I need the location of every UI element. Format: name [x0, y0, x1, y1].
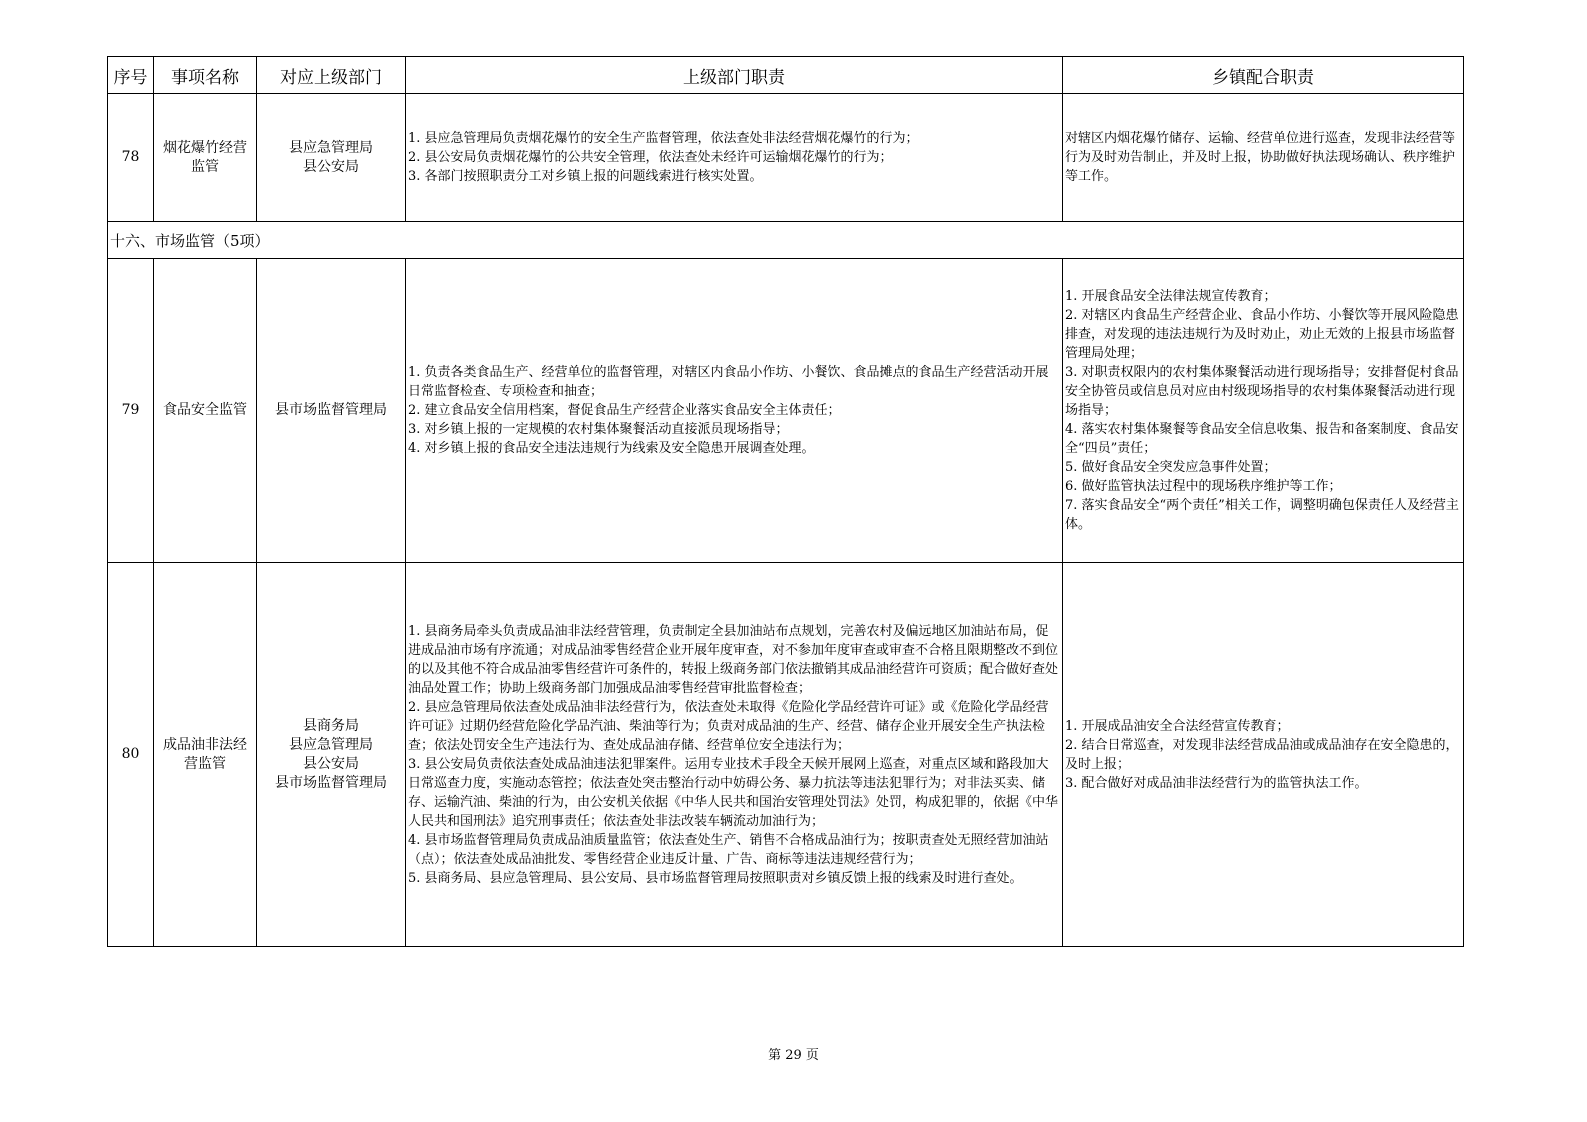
row-upper-duty	[406, 94, 1063, 222]
duty-line: 2. 对辖区内食品生产经营企业、食品小作坊、小餐饮等开展风险隐患排查，对发现的违法违规行为及时劝止，劝止无效的上报县市场监督管理局处理；	[1065, 308, 1459, 361]
table-row-78	[108, 94, 1464, 222]
row-town-duty	[1063, 563, 1464, 947]
department-line: 县市场监督管理局	[275, 402, 387, 418]
duty-line: 1. 负责各类食品生产、经营单位的监督管理，对辖区内食品小作坊、小餐饮、食品摊点的食品生产经营活动开展日常监督检查、专项检查和抽查；	[408, 365, 1049, 399]
row-town-duty	[1063, 94, 1464, 222]
row-item-name	[154, 94, 257, 222]
table-row-79	[108, 259, 1464, 563]
header-department: 对应上级部门	[257, 57, 406, 94]
department-line: 县应急管理局	[289, 736, 373, 753]
department-line: 县商务局	[303, 717, 359, 734]
duty-line: 2. 建立食品安全信用档案，督促食品生产经营企业落实食品安全主体责任；	[408, 403, 841, 418]
item-name-line: 营监管	[184, 755, 226, 772]
duty-line: 1. 县应急管理局负责烟花爆竹的安全生产监督管理，依法查处非法经营烟花爆竹的行为；	[408, 131, 919, 146]
duty-line: 3. 配合做好对成品油非法经营行为的监管执法工作。	[1065, 775, 1368, 791]
section-title: 十六、市场监管（5项）	[108, 222, 1464, 259]
item-name-line: 监管	[191, 158, 219, 175]
row-item-name	[154, 563, 257, 947]
duty-line: 4. 落实农村集体聚餐等食品安全信息收集、报告和备案制度、食品安全“四员”责任；	[1065, 422, 1459, 456]
department-line: 县应急管理局	[289, 139, 373, 156]
duty-line: 5. 做好食品安全突发应急事件处置；	[1065, 460, 1277, 475]
row-item-name	[154, 259, 257, 563]
duty-line: 1. 开展成品油安全合法经营宣传教育；	[1065, 718, 1290, 734]
duty-line: 2. 县应急管理局依法查处成品油非法经营行为，依法查处未取得《危险化学品经营许可证》或《危险化学品经营许可证》过期仍经营危险化学品汽油、柴油等行为；负责对成品油的生产、经营、储存企业开展安全生产执法检查；依法处罚安全生产违法行为、查处成品油存储、经营单位安全违法行为；	[408, 699, 1049, 753]
row-department	[257, 94, 406, 222]
item-name-line: 食品安全监管	[163, 402, 247, 418]
duty-line: 6. 做好监管执法过程中的现场秩序维护等工作；	[1065, 479, 1342, 494]
header-item-name: 事项名称	[154, 57, 257, 94]
duty-line: 对辖区内烟花爆竹储存、运输、经营单位进行巡查，发现非法经营等行为及时劝告制止，并及时上报，协助做好执法现场确认、秩序维护等工作。	[1065, 131, 1456, 184]
duty-line: 5. 县商务局、县应急管理局、县公安局、县市场监督管理局按照职责对乡镇反馈上报的线索及时进行查处。	[408, 870, 1023, 886]
duty-line: 2. 结合日常巡查，对发现非法经营成品油或成品油存在安全隐患的，及时上报；	[1065, 737, 1459, 772]
table-header-row	[108, 57, 1464, 94]
duty-line: 3. 对职责权限内的农村集体聚餐活动进行现场指导；安排督促村食品安全协管员或信息员对应由村级现场指导的农村集体聚餐活动进行现场指导；	[1065, 365, 1459, 418]
row-no: 79	[108, 259, 154, 563]
header-town-duty: 乡镇配合职责	[1063, 57, 1464, 94]
row-town-duty	[1063, 259, 1464, 563]
department-line: 县公安局	[303, 755, 359, 772]
duty-line: 2. 县公安局负责烟花爆竹的公共安全管理，依法查处未经许可运输烟花爆竹的行为；	[408, 150, 893, 165]
table-row-80	[108, 563, 1464, 947]
item-name-line: 烟花爆竹经营	[163, 139, 247, 156]
row-no: 78	[108, 94, 154, 222]
duty-line: 4. 县市场监督管理局负责成品油质量监管；依法查处生产、销售不合格成品油行为；按职责查处无照经营加油站（点）；依法查处成品油批发、零售经营企业违反计量、广告、商标等违法违规经营行为；	[408, 832, 1049, 867]
item-name-line: 成品油非法经	[163, 736, 247, 753]
duty-line: 3. 对乡镇上报的一定规模的农村集体聚餐活动直接派员现场指导；	[408, 422, 789, 437]
header-upper-duty: 上级部门职责	[406, 57, 1063, 94]
duty-line: 1. 开展食品安全法律法规宣传教育；	[1065, 289, 1277, 304]
department-line: 县公安局	[303, 158, 359, 175]
duty-line: 1. 县商务局牵头负责成品油非法经营管理，负责制定全县加油站布点规划，完善农村及偏远地区加油站布局，促进成品油市场有序流通；对成品油零售经营企业开展年度审查，对不参加年度审查或审查不合格且限期整改不到位的以及其他不符合成品油零售经营许可条件的，转报上级商务部门依法撤销其成品油经营许可资质；配合做好查处油品处置工作；协助上级商务部门加强成品油零售经营审批监督检查；	[408, 623, 1059, 696]
duty-line: 7. 落实食品安全“两个责任”相关工作，调整明确包保责任人及经营主体。	[1065, 498, 1459, 532]
department-line: 县市场监督管理局	[275, 774, 387, 791]
row-no: 80	[108, 563, 154, 947]
row-department	[257, 259, 406, 563]
row-upper-duty	[406, 259, 1063, 563]
page-number: 第 29 页	[768, 1048, 819, 1063]
row-department	[257, 563, 406, 947]
duty-line: 3. 各部门按照职责分工对乡镇上报的问题线索进行核实处置。	[408, 169, 763, 184]
row-upper-duty	[406, 563, 1063, 947]
responsibility-table	[107, 56, 1464, 947]
duty-line: 3. 县公安局负责依法查处成品油违法犯罪案件。运用专业技术手段全天候开展网上巡查，对重点区域和路段加大日常巡查力度，实施动态管控；依法查处突击整治行动中妨碍公务、暴力抗法等违法犯罪行为；对非法买卖、储存、运输汽油、柴油的行为，由公安机关依据《中华人民共和国治安管理处罚法》处罚，构成犯罪的，依据《中华人民共和国刑法》追究刑事责任；依法查处非法改装车辆流动加油行为；	[408, 756, 1059, 829]
header-no: 序号	[108, 57, 154, 94]
duty-line: 4. 对乡镇上报的食品安全违法违规行为线索及安全隐患开展调查处理。	[408, 441, 815, 456]
section-row	[108, 222, 1464, 259]
